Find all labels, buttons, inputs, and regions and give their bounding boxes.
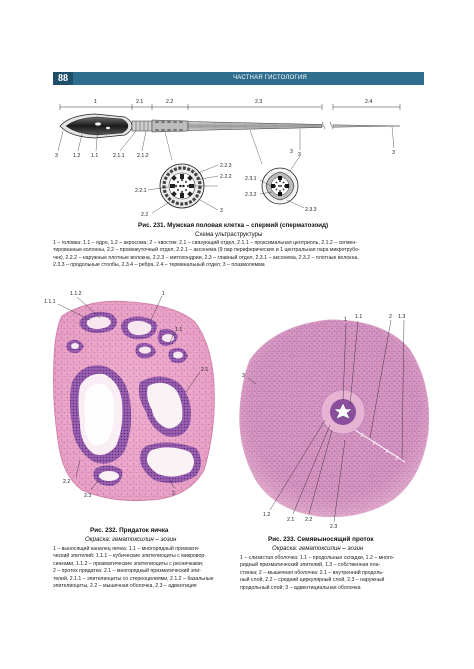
fig231-legend-line: 1 – головка: 1.1 – ядро, 1.2 – акросома; 2 – хвостик: 2.1 – связующий отдел, 2.1.1 – проксимальная центриоль, 2.1.2 – сегмен- [53, 240, 357, 246]
label-1-1: 1.1 [355, 314, 363, 320]
label-2-1-1: 2.1.1 [113, 153, 125, 159]
projection-lines [165, 130, 262, 164]
dimension-line [60, 104, 400, 110]
fig232-legend-line: 1 – выносящий каналец яичка: 1.1 – многорядный призмати- [53, 546, 200, 552]
fig232-legend-line: 2 – проток придатка: 2.1 – многорядный призматический эпи- [53, 568, 201, 575]
label-2-3-2: 2.3.2 [245, 192, 257, 198]
label-3-cross1: 3 [220, 208, 223, 214]
label-2-3: 2.3 [255, 99, 263, 105]
label-3: 3 [242, 373, 245, 379]
sperm-principal-piece [188, 122, 322, 131]
fig231-legend-line: тированные колонны, 2.2 – промежуточный отдел, 2.2.1 – аксонема (9 пар периферических и 1 центральная пара микротрубо- [53, 247, 360, 254]
fig231-title: Рис. 231. Мужская половая клетка – спермий (сперматозоид) [138, 222, 329, 229]
label-2-3-3: 2.3.3 [305, 207, 317, 213]
fig232-legend-line: синками, 1.1.2 – призматические эпителиоциты с ресничками; [53, 560, 204, 567]
fig233-legend-line: продольный слой; 3 – адвентициальная оболочка [240, 584, 361, 591]
label-2-2: 2.2 [63, 479, 71, 485]
label-2-1: 2.1 [201, 367, 209, 373]
label-2-2: 2.2 [305, 517, 313, 523]
label-1-2: 1.2 [263, 512, 271, 518]
fig233-legend-line: стинка; 2 – мышечная оболочка: 2.1 – внутренний продоль- [240, 569, 384, 576]
fig233-stain: Окраска: гематоксилин – эозин [272, 545, 364, 552]
fig231-subtitle: Схема ультраструктуры [195, 231, 263, 238]
label-2-4: 2.4 [365, 99, 373, 105]
fig233-legend-line: 1 – слизистая оболочка: 1.1 – продольные складки, 1.2 – много- [240, 555, 395, 561]
label-1-2: 1.2 [73, 153, 81, 159]
label-3a: 3 [55, 153, 58, 159]
label-2-2-1: 2.2.1 [135, 188, 147, 194]
fig232-legend-line: ческий эпителий; 1.1.1 – кубические эпителиоциты с микровор- [53, 553, 206, 560]
label-2-1: 2.1 [287, 517, 295, 523]
label-2-1-2: 2.1.2 [137, 153, 149, 159]
bottom-labels [55, 150, 395, 159]
label-2-2: 2.2 [141, 212, 149, 218]
label-3c: 3 [392, 150, 395, 156]
label-2-3: 2.3 [330, 524, 338, 530]
fig233-legend-line: ный слой, 2.2 – средний циркулярный слой, 2.3 – наружный [240, 577, 385, 584]
label-2-1: 2.1 [136, 99, 144, 105]
tail-break [322, 122, 333, 129]
sperm-head [60, 114, 132, 138]
label-2: 2 [389, 314, 392, 320]
fig231-legend [53, 240, 360, 270]
label-2-2-3: 2.2.3 [220, 163, 232, 169]
top-labels [94, 99, 372, 105]
label-1-3: 1.3 [398, 314, 406, 320]
running-header-title: ЧАСТНАЯ ГИСТОЛОГИЯ [233, 75, 307, 81]
label-1-1: 1.1 [175, 327, 183, 333]
fig232-legend-line: эпителиоциты, 2.2 – мышечная оболочка, 2.3 – адвентиция [53, 583, 197, 590]
sperm-neck [132, 121, 152, 131]
fig233-legend [240, 555, 394, 592]
label-2-3: 2.3 [84, 493, 92, 499]
fig232-legend-line: телий, 2.1.1 – эпителиоциты со стереоцилиями, 2.1.2 – базальные [53, 575, 214, 582]
fig232-stain: Окраска: гематоксилин – эозин [85, 536, 177, 543]
sperm-middle-piece [152, 120, 188, 132]
label-1-1-2: 1.1.2 [70, 291, 82, 297]
label-3-cross2: 3 [290, 149, 293, 155]
label-3b: 3 [298, 152, 301, 158]
fig231-legend-line: 2.3.3 – продольные столбы, 2.3.4 – ребра, 2.4 – терминальный отдел; 3 – плазмолемма [53, 262, 265, 269]
label-1-1-1: 1.1.1 [44, 299, 56, 305]
label-1-1: 1.1 [91, 153, 99, 159]
label-1: 1 [344, 317, 347, 323]
label-2: 2 [172, 491, 175, 497]
fig231-legend-line: чек), 2.2.2 – наружные плотные волокна, 2.2.3 – митохондрии, 2.3 – главный отдел, 2.3.1 – аксонема, 2.3.2 – плотные волокна, [53, 254, 359, 261]
label-2-2: 2.2 [166, 99, 174, 105]
figure-233-vas-deferens-micrograph [240, 320, 429, 517]
fig232-legend [53, 546, 213, 590]
label-1: 1 [162, 291, 165, 297]
label-2-3-1: 2.3.1 [245, 176, 257, 182]
fig232-title: Рис. 232. Придаток яичка [90, 527, 169, 534]
fig233-legend-line: рядный призматический эпителий, 1.3 – собственная пла- [240, 562, 381, 569]
sperm-terminal-piece [333, 125, 400, 127]
page-number: 88 [53, 72, 73, 85]
cross-section-principal-piece [262, 168, 298, 204]
label-1: 1 [94, 99, 97, 105]
fig233-title: Рис. 233. Семявыносящий проток [268, 536, 374, 543]
label-2-2-2: 2.2.2 [220, 174, 232, 180]
